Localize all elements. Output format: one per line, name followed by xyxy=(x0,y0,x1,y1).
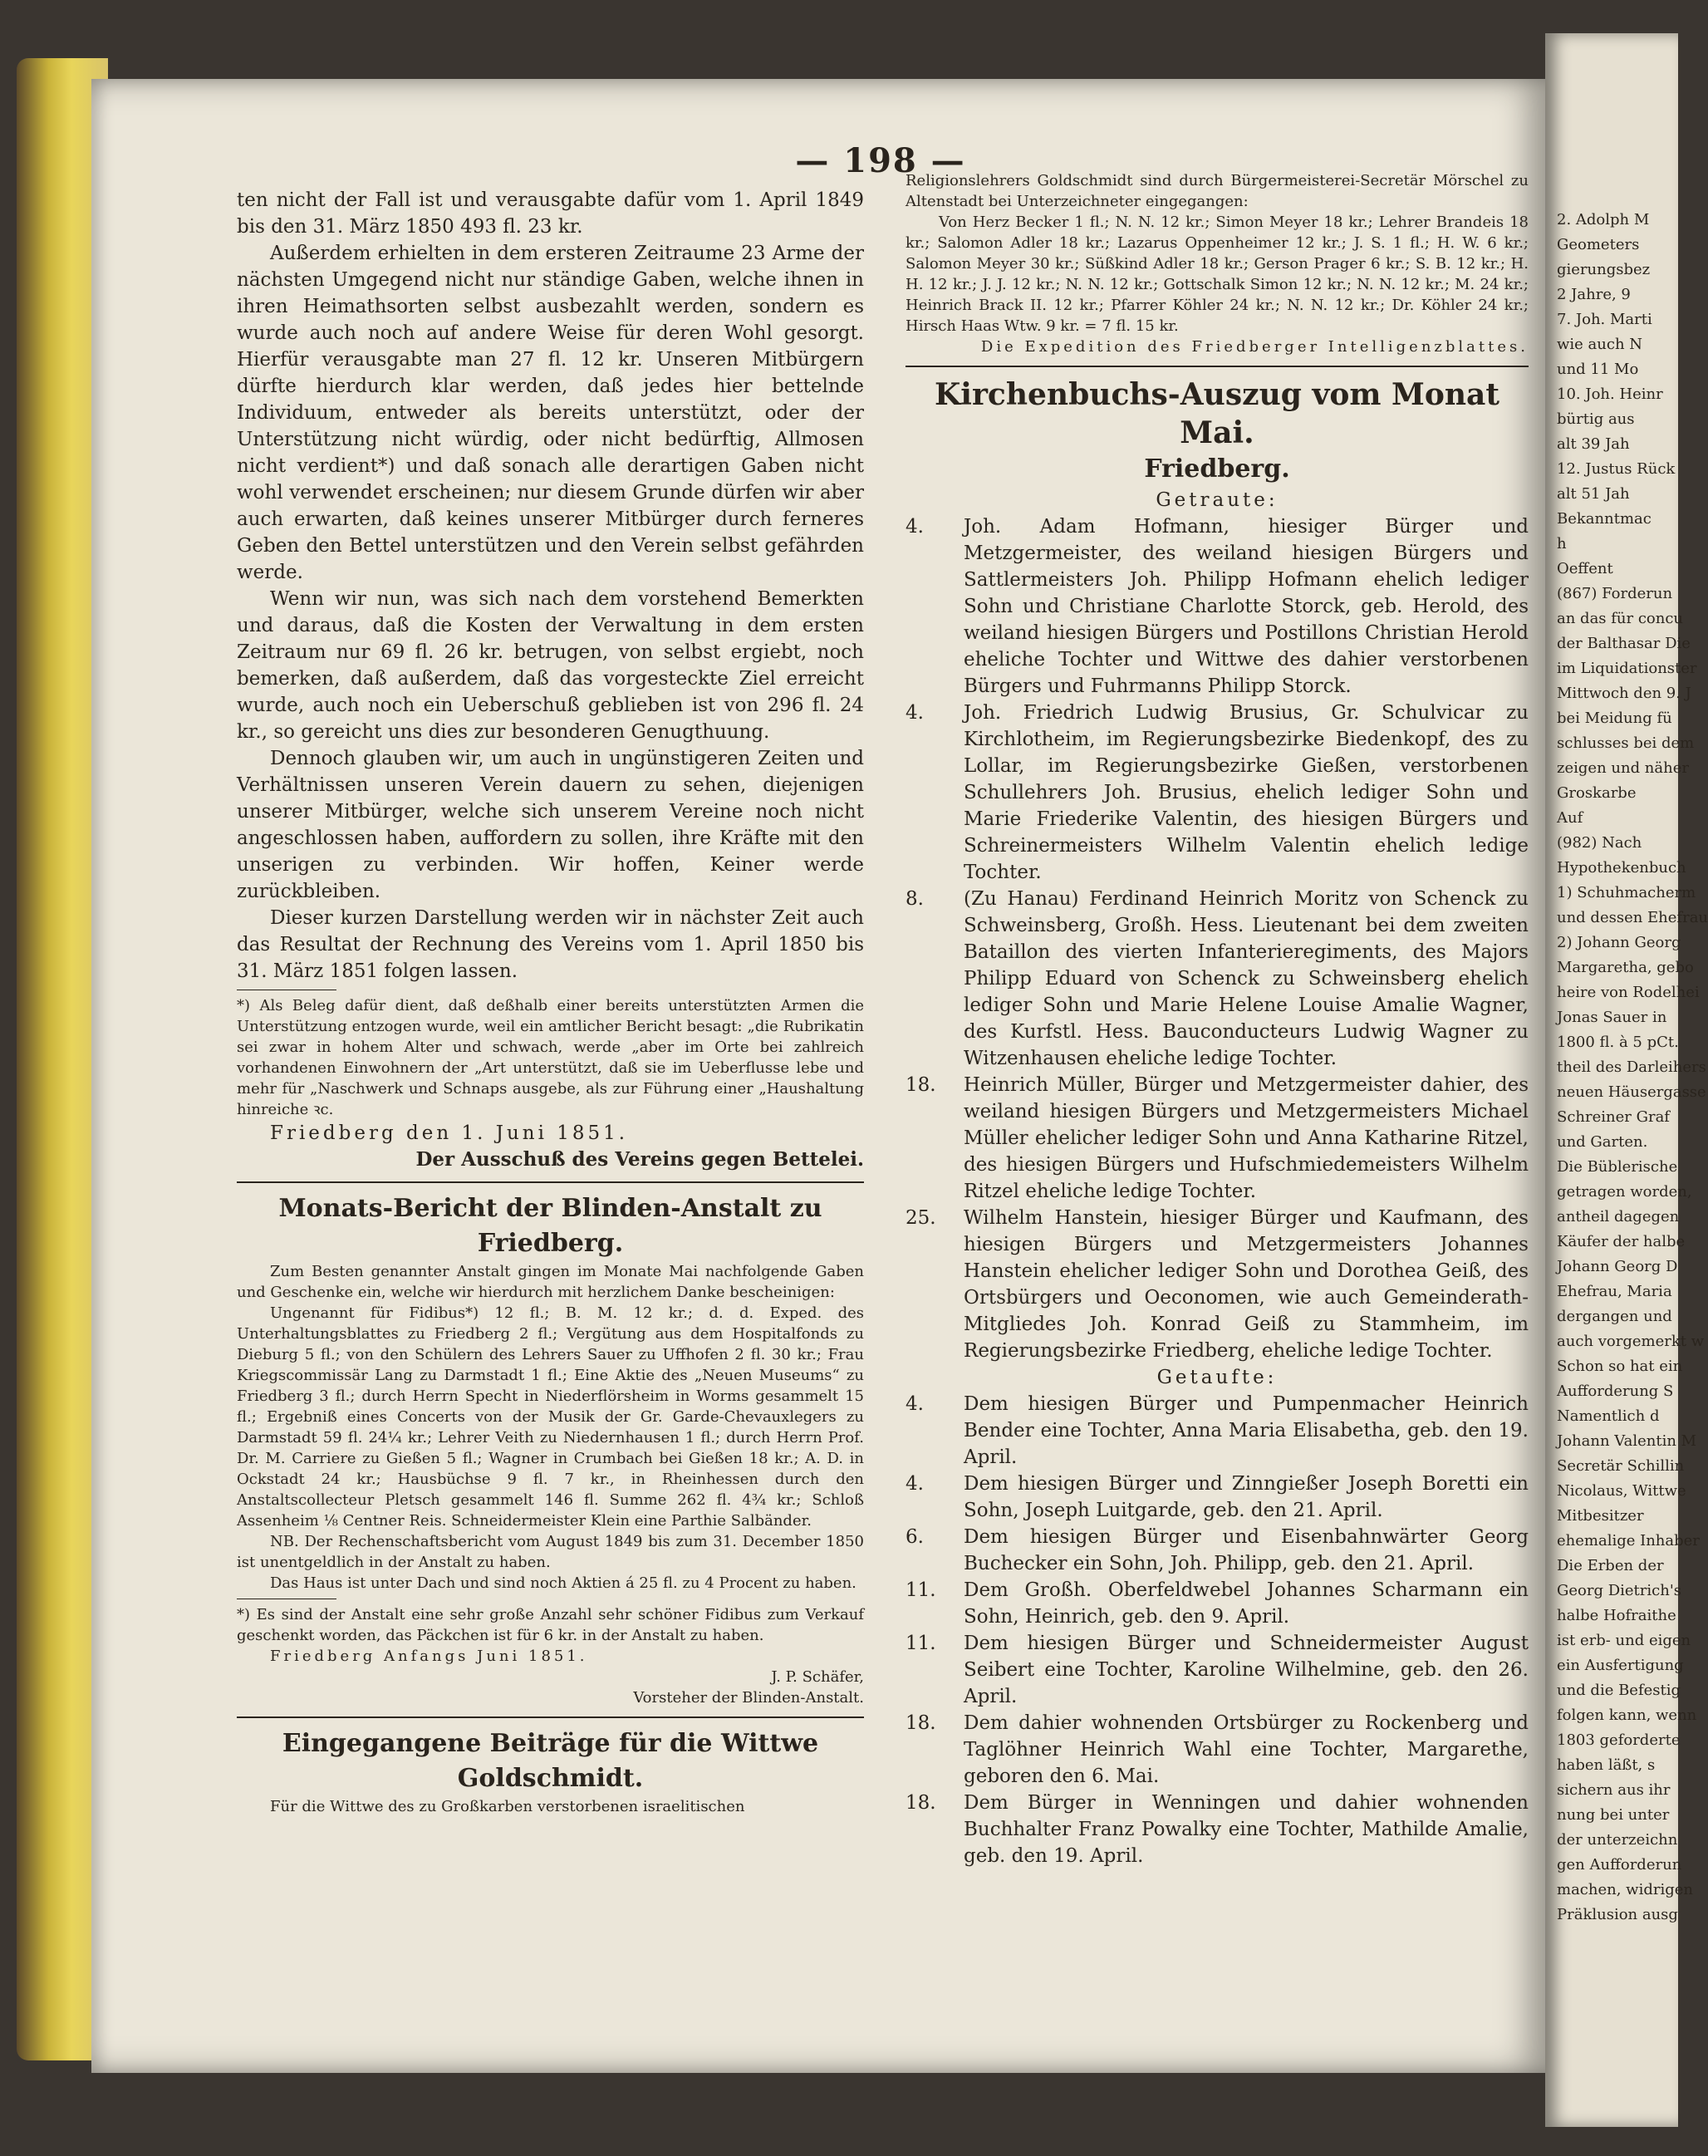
entry-date: 25. xyxy=(906,1207,936,1229)
paragraph: Dieser kurzen Darstellung werden wir in nächster Zeit auch das Resultat der Rechnung des Vereins vom 1. April 1850 bis 31. März 1851 folgen lassen. xyxy=(237,907,864,982)
next-page-fragment: und 11 Mo xyxy=(1557,361,1639,378)
entry-date: 11. xyxy=(906,1579,936,1601)
next-page-fragment: machen, widrigen xyxy=(1557,1881,1693,1898)
entry-date: 18. xyxy=(906,1792,936,1814)
next-page-fragment: Käufer der halbe xyxy=(1557,1233,1686,1250)
entry-text: Dem hiesigen Bürger und Zinngießer Joseph Boretti ein Sohn, Joseph Luitgarde, geb. den 21. April. xyxy=(964,1473,1529,1521)
register-entry xyxy=(906,1790,1529,1869)
place-date: Friedberg Anfangs Juni 1851. xyxy=(270,1648,588,1665)
entry-text: Heinrich Müller, Bürger und Metzgermeister dahier, des weiland hiesigen Bürgers und Metzgermeisters Michael Müller ehelicher lediger Sohn und Anna Katharine Ritzel, des hiesigen Bürgers und Hufschmiedemeisters Wilhelm Ritzel eheliche ledige Tochter. xyxy=(964,1074,1529,1202)
next-page-fragment: Aufforderung S xyxy=(1557,1382,1674,1400)
signature: J. P. Schäfer, xyxy=(771,1668,864,1686)
next-page-fragment: und die Befestig xyxy=(1557,1682,1681,1699)
next-page-fragment: getragen worden, xyxy=(1557,1183,1692,1201)
paragraph: Für die Wittwe des zu Großkarben verstorbenen israelitischen xyxy=(270,1798,745,1815)
entry-text: Dem hiesigen Bürger und Eisenbahnwärter Georg Buchecker ein Sohn, Joh. Philipp, geb. den 21. April. xyxy=(964,1526,1529,1574)
next-page-fragment: 2 Jahre, 9 xyxy=(1557,286,1631,303)
next-page-fragment: Schon so hat ein xyxy=(1557,1358,1683,1375)
next-page-fragment: Groskarbe xyxy=(1557,784,1637,802)
next-page-fragment: Margaretha, gebo xyxy=(1557,959,1694,976)
place-date: Friedberg den 1. Juni 1851. xyxy=(270,1122,629,1144)
register-entry xyxy=(906,1524,1529,1577)
entry-date: 18. xyxy=(906,1712,936,1734)
next-page-fragment: (982) Nach xyxy=(1557,834,1642,852)
next-page-fragment: halbe Hofraithe xyxy=(1557,1607,1676,1624)
section-title: Monats-Bericht der Blinden-Anstalt zu Friedberg. xyxy=(278,1194,822,1258)
page-number: — 198 — xyxy=(795,141,966,180)
paragraph: Wenn wir nun, was sich nach dem vorstehend Bemerkten und daraus, daß die Kosten der Verwaltung in dem ersten Zeitraum nur 69 fl. 26 kr. betrugen, von selbst ergiebt, noch bemerken, daß außerdem, daß das vorgesteckte Ziel erreicht wurde, auch noch ein Ueberschuß geblieben ist von 296 fl. 24 kr., so gereicht uns dies zur besonderen Genugthuung. xyxy=(237,588,864,743)
next-page-fragment: schlusses bei dem xyxy=(1557,734,1695,752)
entry-date: 6. xyxy=(906,1526,924,1548)
next-page-fragment: 12. Justus Rück xyxy=(1557,460,1676,478)
next-page-fragment: 2. Adolph M xyxy=(1557,211,1650,228)
register-entry xyxy=(906,1205,1529,1364)
place-heading: Friedberg. xyxy=(1144,454,1290,484)
next-page-fragment: Schreiner Graf xyxy=(1557,1108,1670,1126)
next-page-fragment: Nicolaus, Wittwe xyxy=(1557,1482,1686,1500)
next-page-fragment: Bekanntmac xyxy=(1557,510,1652,528)
next-page-fragment: der unterzeichn xyxy=(1557,1831,1678,1849)
entry-text: Joh. Adam Hofmann, hiesiger Bürger und Metzgermeister, des weiland hiesigen Bürgers und Sattlermeisters Joh. Philipp Hofmann ehelich lediger Sohn und Christiane Charlotte Storck, geb. Herold, des weiland hiesigen Bürgers und Postillons Christian Herold eheliche Tochter und Wittwe des dahier verstorbenen Bürgers und Fuhrmanns Philipp Storck. xyxy=(964,516,1529,697)
register-entry xyxy=(906,1710,1529,1790)
register-entry xyxy=(906,1577,1529,1630)
next-page-fragment: wie auch N xyxy=(1557,336,1643,353)
section-title: Kirchenbuchs-Auszug vom Monat Mai. xyxy=(935,377,1499,450)
next-page-fragment: Georg Dietrich's xyxy=(1557,1582,1682,1599)
next-page-fragment: im Liquidationster xyxy=(1557,660,1697,677)
entry-text: Dem hiesigen Bürger und Schneidermeister August Seibert eine Tochter, Karoline Wilhelmine, geb. den 26. April. xyxy=(964,1633,1529,1707)
subsection-heading: Getaufte: xyxy=(1156,1367,1278,1388)
left-column xyxy=(237,187,864,1817)
next-page-fragment: Secretär Schillin xyxy=(1557,1457,1685,1475)
paragraph: Dennoch glauben wir, um auch in ungünstigeren Zeiten und Verhältnissen unseren Verein dauern zu sehen, diejenigen unserer Mitbürger, welche sich unserem Vereine noch nicht angeschlossen haben, auffordern zu sollen, ihre Kräfte mit den unserigen zu verbinden. Wir hoffen, Keiner werde zurückbleiben. xyxy=(237,748,864,902)
next-page-fragment: 2) Johann Georg xyxy=(1557,934,1681,951)
next-page-fragment: (867) Forderun xyxy=(1557,585,1673,602)
entry-date: 4. xyxy=(906,702,924,724)
next-page-fragment: Hypothekenbuch xyxy=(1557,859,1686,877)
next-page-fragment: 10. Joh. Heinr xyxy=(1557,386,1663,403)
entry-date: 8. xyxy=(906,888,924,910)
paragraph: Zum Besten genannter Anstalt gingen im Monate Mai nachfolgende Gaben und Geschenke ein, welche wir hierdurch mit herzlichem Danke bescheinigen: xyxy=(237,1263,864,1301)
next-page-fragment: ehemalige Inhaber xyxy=(1557,1532,1700,1549)
entry-text: Dem dahier wohnenden Ortsbürger zu Rockenberg und Taglöhner Heinrich Wahl eine Tochter, Margarethe, geboren den 6. Mai. xyxy=(964,1712,1529,1787)
getraute-list xyxy=(906,513,1529,1364)
subsection-heading: Getraute: xyxy=(1156,489,1279,511)
entry-text: Dem hiesigen Bürger und Pumpenmacher Heinrich Bender eine Tochter, Anna Maria Elisabetha, geb. den 19. April. xyxy=(964,1393,1529,1468)
next-page-text xyxy=(1545,33,1708,1928)
register-entry xyxy=(906,513,1529,700)
signature: Vorsteher der Blinden-Anstalt. xyxy=(633,1689,864,1707)
next-page-fragment: gen Aufforderun xyxy=(1557,1856,1682,1874)
section-divider xyxy=(237,1181,864,1183)
next-page-fragment: Geometers xyxy=(1557,236,1640,253)
paragraph: Außerdem erhielten in dem ersteren Zeitraume 23 Arme der nächsten Umgegend nicht nur ständige Gaben, welche ihnen in ihren Heimathsorten selbst ausbezahlt werden, sondern es wurde auch noch auf andere Weise für deren Wohl gesorgt. Hierfür verausgabte man 27 fl. 12 kr. Unseren Mitbürgern dürfte hierdurch klar werden, daß jedes hier bettelnde Individuum, entweder als bereits unterstützt, oder der Unterstützung nicht würdig, oder nicht bedürftig, Allmosen nicht verdient*) und daß sonach alle derartigen Gaben nicht wohl verwendet erscheinen; nur diesem Grunde dürfen wir aber auch erwarten, daß keines unserer Mitbürger durch ferneres Geben den Bettel unterstützen und den Verein selbst gefährden werde. xyxy=(237,243,864,583)
entry-text: Dem Großh. Oberfeldwebel Johannes Scharmann ein Sohn, Heinrich, geb. den 9. April. xyxy=(964,1579,1529,1628)
next-page-fragment: Präklusion ausg xyxy=(1557,1906,1678,1923)
footnote: *) Als Beleg dafür dient, daß deßhalb einer bereits unterstützten Armen die Unterstützung entzogen wurde, weil ein amtlicher Bericht besagt: „die Rubrikatin sei zwar in hohem Alter und schwach, werde „aber im Orte bei zahlreich vorhandenen Einwohnern der „Art unterstützt, daß sie im Ueberflusse lebe und mehr für „Naschwerk und Schnaps ausgebe, als zur Führung einer „Haushaltung hinreiche ꝛc. xyxy=(237,997,864,1118)
entry-date: 4. xyxy=(906,1393,924,1415)
next-page-fragment: ist erb- und eigen xyxy=(1557,1632,1691,1649)
next-page-fragment: Oeffent xyxy=(1557,560,1613,577)
next-page-fragment: Johann Georg D xyxy=(1557,1258,1678,1275)
next-page-fragment: 1800 fl. à 5 pCt. xyxy=(1557,1034,1679,1051)
entry-date: 4. xyxy=(906,516,924,538)
next-page-fragment: theil des Darleihers xyxy=(1557,1058,1706,1076)
next-page-fragment: an das für concu xyxy=(1557,610,1684,627)
next-page-fragment: bei Meidung fü xyxy=(1557,710,1672,727)
entry-text: Wilhelm Hanstein, hiesiger Bürger und Kaufmann, des hiesigen Bürgers und Metzgermeisters Johannes Hanstein ehelicher lediger Sohn und Dorothea Geiß, des Ortsbürgers und Oeconomen, wie auch Gemeinderath-Mitgliedes Joh. Konrad Geiß zu Stammheim, im Regierungsbezirke Friedberg, eheliche ledige Tochter. xyxy=(964,1207,1529,1362)
register-entry xyxy=(906,700,1529,886)
donation-list: Von Herz Becker 1 fl.; N. N. 12 kr.; Simon Meyer 18 kr.; Lehrer Brandeis 18 kr.; Salomon Adler 18 kr.; Lazarus Oppenheimer 12 kr.; J. S. 1 fl.; H. W. 6 kr.; Salomon Meyer 30 kr.; Süßkind Adler 18 kr.; Gerson Prager 6 kr.; S. B. 12 kr.; H. H. 12 kr.; J. J. 12 kr.; N. N. 12 kr.; Gottschalk Simon 12 kr.; N. N. 12 kr.; M. 24 kr.; Heinrich Brack II. 12 kr.; Pfarrer Köhler 24 kr.; N. N. 12 kr.; Dr. Köhler 24 kr.; Hirsch Haas Wtw. 9 kr. = 7 fl. 15 kr. xyxy=(906,214,1529,335)
next-page-fragment: alt 51 Jah xyxy=(1557,485,1630,503)
next-page-fragment: 7. Joh. Marti xyxy=(1557,311,1652,328)
next-page-fragment: Jonas Sauer in xyxy=(1557,1009,1667,1026)
section-divider xyxy=(906,366,1529,367)
next-page-fragment: der Balthasar Die xyxy=(1557,635,1691,652)
register-entry xyxy=(906,886,1529,1072)
next-page-fragment: Auf xyxy=(1557,809,1583,827)
paragraph: ten nicht der Fall ist und verausgabte dafür vom 1. April 1849 bis den 31. März 1850 493 fl. 23 kr. xyxy=(237,189,864,238)
donation-list: Ungenannt für Fidibus*) 12 fl.; B. M. 12 kr.; d. d. Exped. des Unterhaltungsblattes zu Friedberg 2 fl.; Vergütung aus dem Hospitalfonds zu Dieburg 5 fl.; von den Schülern des Lehrers Sauer zu Uffhofen 2 fl. 30 kr.; Frau Kriegscommissär Lang zu Darmstadt 1 fl.; Eine Aktie des „Neuen Museums“ zu Friedberg 3 fl.; durch Herrn Specht in Niederflörsheim in Worms gesammelt 15 fl.; Ergebniß eines Concerts von der Musik der Gr. Garde-Chevauxlegers zu Darmstadt 59 fl. 24¼ kr.; Lehrer Veith zu Niedernhausen 1 fl.; durch Herrn Prof. Dr. M. Carriere zu Gießen 5 fl.; Wagner in Crumbach bei Gießen 18 kr.; A. D. in Ockstadt 24 kr.; Hausbüchse 9 fl. 7 kr., in Rheinhessen durch den Anstaltscollecteur Pletsch gesammelt 146 fl. Summe 262 fl. 4¾ kr.; Schloß Assenheim ⅛ Centner Reis. Schneidermeister Klein eine Parthie Salbänder. xyxy=(237,1304,864,1530)
right-column xyxy=(906,170,1529,1869)
next-page-fragment: haben läßt, s xyxy=(1557,1756,1656,1774)
next-page-fragment: folgen kann, wenn xyxy=(1557,1707,1697,1724)
next-page-fragment: Ehefrau, Maria xyxy=(1557,1283,1672,1300)
next-page-fragment: zeigen und näher xyxy=(1557,759,1689,777)
next-page-fragment: nung bei unter xyxy=(1557,1806,1670,1824)
next-page-fragment: gierungsbez xyxy=(1557,261,1651,278)
signature: Die Expedition des Friedberger Intelligenzblattes. xyxy=(980,338,1529,356)
register-entry xyxy=(906,1630,1529,1710)
getaufte-list xyxy=(906,1391,1529,1869)
signature: Der Ausschuß des Vereins gegen Bettelei. xyxy=(415,1148,864,1171)
entry-text: Joh. Friedrich Ludwig Brusius, Gr. Schulvicar zu Kirchlotheim, im Regierungsbezirke Biedenkopf, des zu Lollar, im Regierungsbezirke Gießen, verstorbenen Schullehrers Joh. Brusius, ehelich lediger Sohn und Marie Friederike Valentin, des hiesigen Bürgers und Schreinermeisters Wilhelm Valentin ehelich ledige Tochter. xyxy=(964,702,1529,883)
entry-date: 11. xyxy=(906,1633,936,1654)
entry-text: (Zu Hanau) Ferdinand Heinrich Moritz von Schenck zu Schweinsberg, Großh. Hess. Lieutenant bei dem zweiten Bataillon des vierten Infanterieregiments, des Majors Philipp Eduard von Schenck zu Schweinsberg ehelich lediger Sohn und Marie Helene Louise Amalie Wagner, des Kurfstl. Hess. Bauconducteurs Ludwig Wagner zu Witzenhausen eheliche ledige Tochter. xyxy=(964,888,1529,1069)
next-page-fragment: Namentlich d xyxy=(1557,1407,1660,1425)
next-page-fragment: Die Büblerische xyxy=(1557,1158,1678,1176)
next-page-fragment: 1) Schuhmacherm xyxy=(1557,884,1696,901)
next-page-edge xyxy=(1545,33,1708,2127)
next-page-fragment: und dessen Ehefrau xyxy=(1557,909,1708,926)
next-page-fragment: heire von Rodelhei xyxy=(1557,984,1700,1001)
entry-text: Dem Bürger in Wenningen und dahier wohnenden Buchhalter Franz Powalky eine Tochter, Mathilde Amalie, geb. den 19. April. xyxy=(964,1792,1529,1867)
next-page-fragment: auch vorgemerkt w xyxy=(1557,1333,1705,1350)
entry-date: 18. xyxy=(906,1074,936,1096)
next-page-fragment: Mitbesitzer xyxy=(1557,1507,1644,1525)
next-page-fragment: h xyxy=(1557,535,1567,553)
paragraph: Das Haus ist unter Dach und sind noch Aktien á 25 fl. zu 4 Procent zu haben. xyxy=(270,1574,856,1592)
next-page-fragment: neuen Häusergasse xyxy=(1557,1083,1706,1101)
footnote: *) Es sind der Anstalt eine sehr große Anzahl sehr schöner Fidibus zum Verkauf geschenkt worden, das Päckchen ist für 6 kr. in der Anstalt zu haben. xyxy=(237,1606,864,1644)
section-divider xyxy=(237,1716,864,1718)
next-page-fragment: antheil dagegen xyxy=(1557,1208,1680,1225)
next-page-fragment: Johann Valentin M xyxy=(1557,1432,1697,1450)
next-page-fragment: bürtig aus xyxy=(1557,410,1635,428)
next-page-fragment: dergangen und xyxy=(1557,1308,1672,1325)
paragraph: Religionslehrers Goldschmidt sind durch Bürgermeisterei-Secretär Mörschel zu Altenstadt bei Unterzeichneter eingegangen: xyxy=(906,172,1529,210)
next-page-fragment: und Garten. xyxy=(1557,1133,1648,1151)
register-entry xyxy=(906,1391,1529,1471)
register-entry xyxy=(906,1471,1529,1524)
next-page-fragment: ein Ausfertigung xyxy=(1557,1657,1684,1674)
entry-date: 4. xyxy=(906,1473,924,1495)
next-page-fragment: Die Erben der xyxy=(1557,1557,1664,1574)
paragraph: NB. Der Rechenschaftsbericht vom August 1849 bis zum 31. December 1850 ist unentgeldlich in der Anstalt zu haben. xyxy=(237,1533,864,1571)
next-page-fragment: alt 39 Jah xyxy=(1557,435,1630,453)
next-page-fragment: sichern aus ihr xyxy=(1557,1781,1671,1799)
next-page-fragment: 1803 geforderte xyxy=(1557,1731,1681,1749)
section-title: Eingegangene Beiträge für die Wittwe Goldschmidt. xyxy=(282,1729,819,1793)
next-page-fragment: Mittwoch den 9. J xyxy=(1557,685,1691,702)
register-entry xyxy=(906,1072,1529,1205)
